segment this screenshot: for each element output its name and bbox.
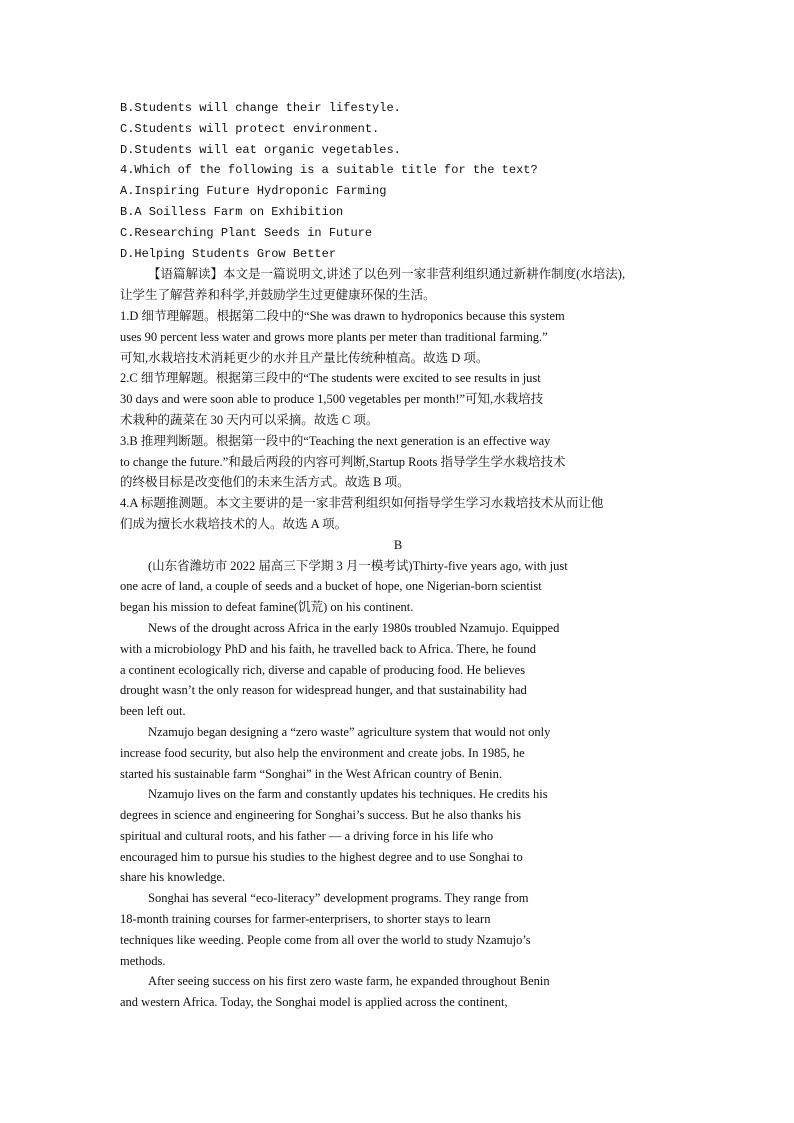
passage-line: Songhai has several “eco-literacy” development programs. They range from [148,891,529,906]
passage-line: one acre of land, a couple of seeds and a bucket of hope, one Nigerian-born scientist [120,579,542,594]
passage-line: degrees in science and engineering for Songhai’s success. But he also thanks his [120,808,521,823]
analysis-line: uses 90 percent less water and grows more plants per meter than traditional farming.” [120,329,548,344]
analysis-line: to change the future.”和最后两段的内容可判断,Startup Roots 指导学生学水栽培技术 [120,454,566,469]
option-q4-d: D.Helping Students Grow Better [120,246,337,261]
passage-line: started his sustainable farm “Songhai” in the West African country of Benin. [120,766,503,781]
analysis-line: 们成为擅长水栽培技术的人。故选 A 项。 [120,516,348,531]
analysis-line: 可知,水栽培技术消耗更少的水并且产量比传统种植高。故选 D 项。 [120,350,489,365]
passage-line: with a microbiology PhD and his faith, he travelled back to Africa. There, he found [120,641,536,656]
option-q4-a: A.Inspiring Future Hydroponic Farming [120,184,387,199]
analysis-line: 【语篇解读】本文是一篇说明文,讲述了以色列一家非营利组织通过新耕作制度(水培法), [148,267,626,282]
passage-line: spiritual and cultural roots, and his father — a driving force in his life who [120,828,494,843]
option-q4-b: B.A Soilless Farm on Exhibition [120,204,344,219]
analysis-line: 4.A 标题推测题。本文主要讲的是一家非营利组织如何指导学生学习水栽培技术从而让他 [120,496,604,511]
passage-line: been left out. [120,704,186,719]
passage-line: a continent ecologically rich, diverse and capable of producing food. He believes [120,662,526,677]
analysis-line: 1.D 细节理解题。根据第二段中的“She was drawn to hydroponics because this system [120,308,565,323]
option-q3-d: D.Students will eat organic vegetables. [120,142,401,157]
passage-line: and western Africa. Today, the Songhai model is applied across the continent, [120,995,508,1010]
analysis-line: 的终极目标是改变他们的未来生活方式。故选 B 项。 [120,475,410,490]
question-4: 4.Which of the following is a suitable title for the text? [120,163,538,178]
analysis-line: 30 days and were soon able to produce 1,500 vegetables per month!”可知,水栽培技 [120,392,544,407]
option-q3-b: B.Students will change their lifestyle. [120,101,401,115]
passage-line: techniques like weeding. People come from all over the world to study Nzamujo’s [120,932,531,947]
analysis-line: 让学生了解营养和科学,并鼓励学生过更健康环保的生活。 [120,288,436,303]
passage-line: News of the drought across Africa in the early 1980s troubled Nzamujo. Equipped [148,620,560,635]
passage-line: (山东省潍坊市 2022 届高三下学期 3 月一模考试)Thirty-five years ago, with just [148,558,568,573]
passage-line: began his mission to defeat famine(饥荒) on his continent. [120,600,414,615]
passage-line: increase food security, but also help the environment and create jobs. In 1985, he [120,745,525,760]
analysis-line: 2.C 细节理解题。根据第三段中的“The students were excited to see results in just [120,371,541,386]
passage-line: methods. [120,953,166,968]
passage-line: 18-month training courses for farmer-enterprisers, to shorter stays to learn [120,912,491,927]
option-q4-c: C.Researching Plant Seeds in Future [120,225,373,240]
passage-line: drought wasn’t the only reason for widespread hunger, and that sustainability had [120,683,527,698]
passage-line: share his knowledge. [120,870,226,885]
analysis-line: 术栽种的蔬菜在 30 天内可以采摘。故选 C 项。 [120,412,379,427]
passage-line: Nzamujo began designing a “zero waste” agriculture system that would not only [148,724,551,739]
passage-line: Nzamujo lives on the farm and constantly updates his techniques. He credits his [148,787,548,802]
passage-line: encouraged him to pursue his studies to the highest degree and to use Songhai to [120,849,523,864]
document-page [120,98,676,1013]
analysis-line: 3.B 推理判断题。根据第一段中的“Teaching the next generation is an effective way [120,433,551,448]
option-q3-c: C.Students will protect environment. [120,121,380,136]
passage-line: After seeing success on his first zero waste farm, he expanded throughout Benin [148,974,550,989]
section-label: B [393,537,403,552]
